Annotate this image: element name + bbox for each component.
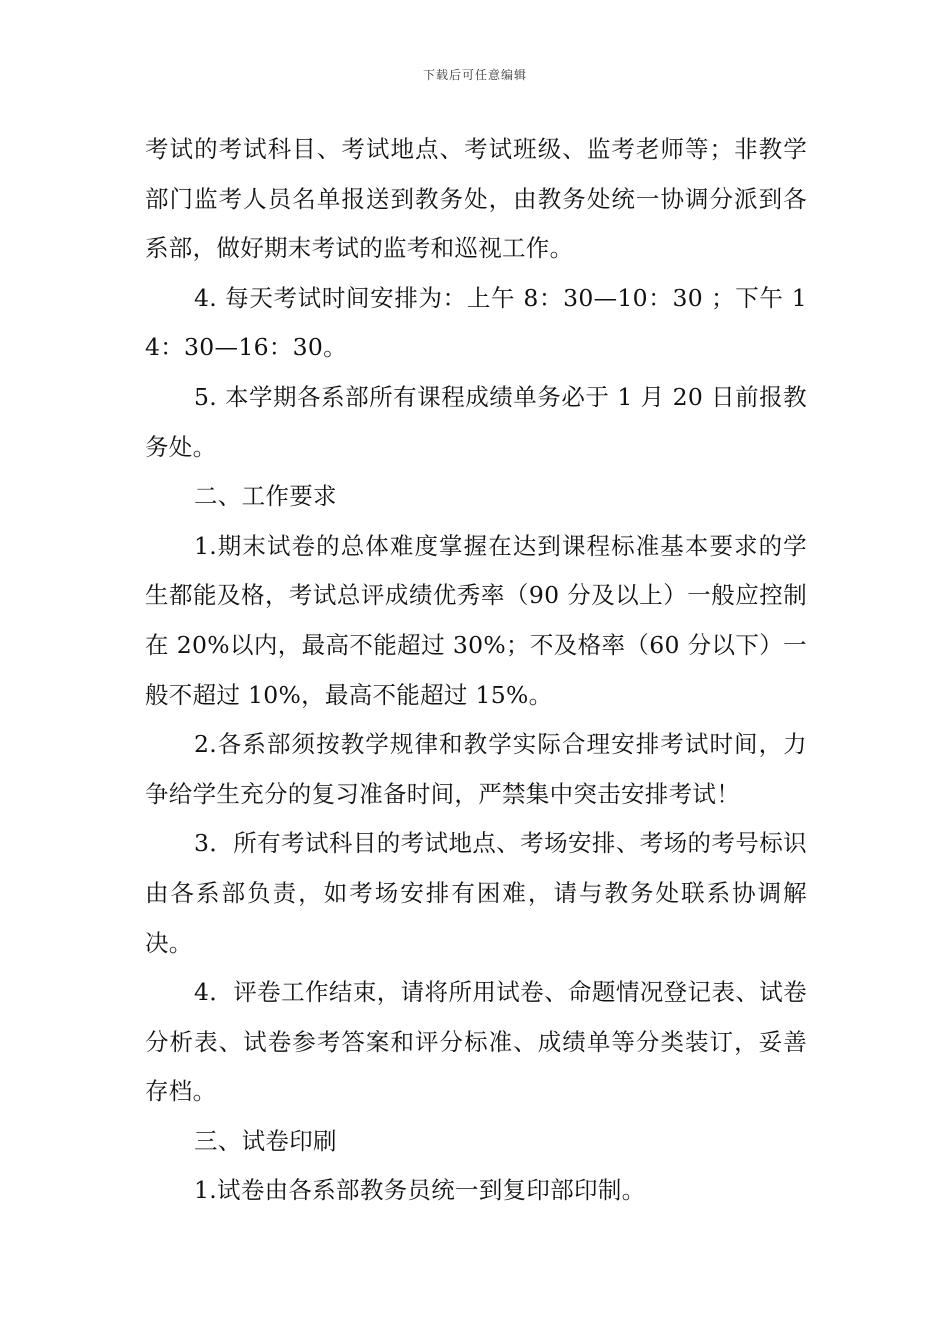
paragraph-exam-schedule: 4. 每天考试时间安排为：上午 8：30—10：30 ；下午 14：30—16：30。 bbox=[145, 283, 807, 362]
paragraph-difficulty: 1.期末试卷的总体难度掌握在达到课程标准基本要求的学生都能及格，考试总评成绩优秀率（90 分及以上）一般应控制在 20%以内，最高不能超过 30%；不及格率（60 分以下）一般不超过 10%，最高不能超过 15%。 bbox=[145, 531, 807, 709]
page-header: 下载后可任意编辑 bbox=[422, 68, 527, 82]
paragraph-archiving: 4．评卷工作结束，请将所用试卷、命题情况登记表、试卷分析表、试卷参考答案和评分标准、成绩单等分类装订，妥善存档。 bbox=[145, 978, 807, 1106]
section-heading-printing: 三、试卷印刷 bbox=[194, 1126, 337, 1155]
paragraph-venue: 3．所有考试科目的考试地点、考场安排、考场的考号标识由各系部负责，如考场安排有困难，请与教务处联系协调解决。 bbox=[145, 829, 807, 957]
document-body bbox=[145, 125, 807, 1216]
section-heading-requirements: 二、工作要求 bbox=[194, 482, 337, 511]
paragraph-continuation: 考试的考试科目、考试地点、考试班级、监考老师等；非教学部门监考人员名单报送到教务处，由教务处统一协调分派到各系部，做好期末考试的监考和巡视工作。 bbox=[145, 135, 807, 263]
paragraph-scheduling: 2.各系部须按教学规律和教学实际合理安排考试时间，力争给学生充分的复习准备时间，严禁集中突击安排考试！ bbox=[145, 730, 807, 808]
paragraph-grade-deadline: 5. 本学期各系部所有课程成绩单务必于 1 月 20 日前报教务处。 bbox=[145, 382, 807, 461]
paragraph-printing: 1.试卷由各系部教务员统一到复印部印制。 bbox=[194, 1176, 646, 1205]
